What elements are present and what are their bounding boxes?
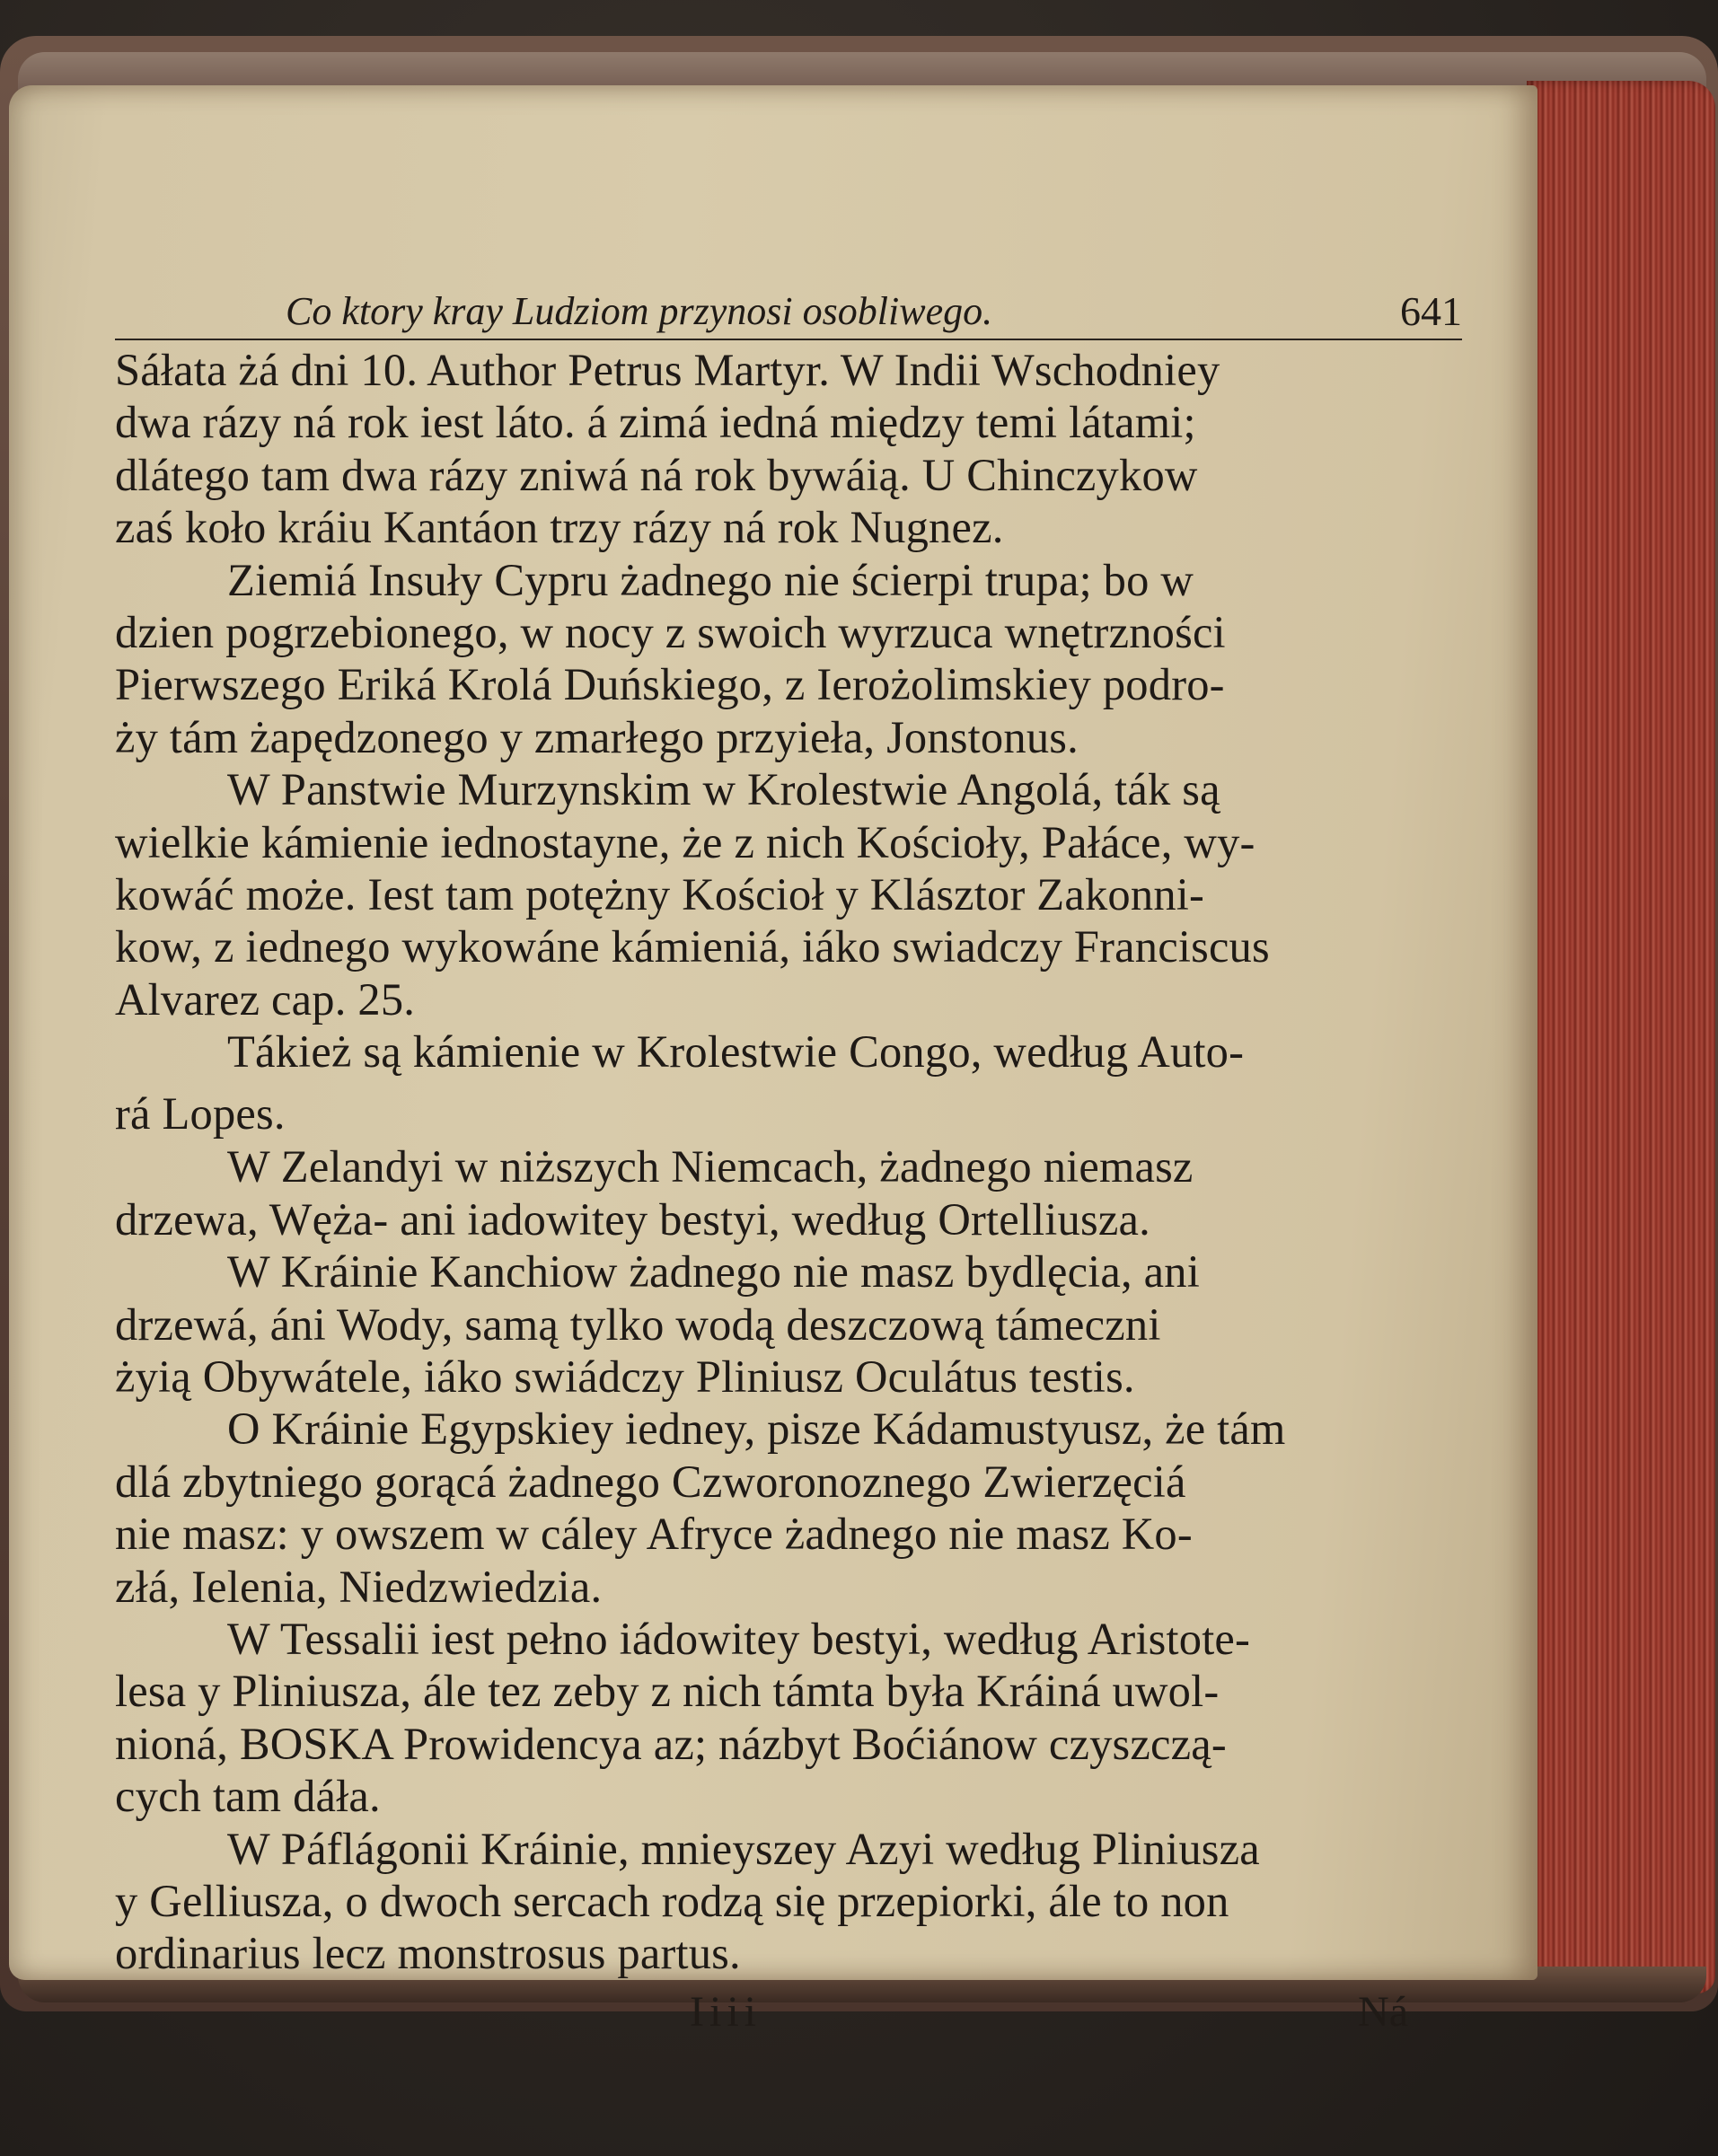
catchword: Ná <box>1358 1987 1408 2036</box>
text-line: drzewá, áni Wody, samą tylko wodą deszczową támeczni <box>115 1298 1161 1350</box>
running-title: Co ktory kray Ludziom przynosi osobliwego. <box>286 289 993 333</box>
text-line: O Kráinie Egypskiey iedney, pisze Kádamustyusz, że tám <box>227 1404 1286 1455</box>
text-line: wielkie kámienie iednostayne, że z nich Kościoły, Pałáce, wy- <box>115 816 1255 867</box>
text-line: dwa rázy ná rok iest láto. á zimá iedná między temi látami; <box>115 397 1196 448</box>
text-line: kow, z iednego wykowáne kámieniá, iáko swiadczy Franciscus <box>115 921 1270 972</box>
text-line: żyią Obywátele, iáko swiádczy Pliniusz Oculátus testis. <box>115 1351 1135 1403</box>
page-footer <box>115 1985 1462 2039</box>
text-line: dlátego tam dwa rázy zniwá ná rok bywáią. U Chinczykow <box>115 449 1198 500</box>
text-line: W Zelandyi w niższych Niemcach, żadnego niemasz <box>227 1141 1194 1192</box>
text-line: kowáć może. Iest tam potężny Kościoł y Klásztor Zakonni- <box>115 868 1205 920</box>
text-line: lesa y Pliniusza, ále tez zeby z nich támta była Kráiná uwol- <box>115 1666 1220 1717</box>
text-line: ży tám żapędzonego y zmarłego przyieła, Jonstonus. <box>115 711 1079 762</box>
body-text <box>115 344 1462 1980</box>
page-number: 641 <box>1400 288 1462 334</box>
book-page <box>9 85 1537 2036</box>
text-line: Sáłata żá dni 10. Author Petrus Martyr. W Indii Wschodniey <box>115 345 1220 395</box>
page-header <box>115 283 1462 337</box>
text-line: y Gelliusza, o dwoch sercach rodzą się przepiorki, ále to non <box>115 1875 1229 1926</box>
text-line: Pierwszego Eriká Krolá Duńskiego, z Ierożolimskiey podro- <box>115 659 1225 710</box>
text-line: W Tessalii iest pełno iádowitey bestyi, według Aristote- <box>227 1613 1251 1664</box>
text-line: Ziemiá Insuły Cypru żadnego nie ścierpi trupa; bo w <box>227 554 1194 605</box>
text-line: rá Lopes. <box>115 1088 286 1140</box>
text-line: Alvarez cap. 25. <box>115 973 416 1025</box>
text-line: W Páflágonii Kráinie, mnieyszey Azyi według Pliniusza <box>227 1823 1260 1874</box>
page-text-block <box>115 283 1462 2039</box>
text-line: ordinarius lecz monstrosus partus. <box>115 1928 741 1979</box>
text-line: W Kráinie Kanchiow żadnego nie masz bydlęcia, ani <box>227 1246 1200 1298</box>
text-line: dlá zbytniego gorącá żadnego Czworonoznego Zwierzęciá <box>115 1456 1186 1507</box>
page-fore-edge <box>1527 81 1715 1993</box>
signature-mark: Iiii <box>690 1987 762 2036</box>
text-line: nioná, BOSKA Prowidencya az; názbyt Boćiánow czyszczą- <box>115 1718 1227 1769</box>
text-line: nie masz: y owszem w cáley Afryce żadnego nie masz Ko- <box>115 1509 1193 1560</box>
header-rule <box>115 339 1462 340</box>
text-line: złá, Ielenia, Niedzwiedzia. <box>115 1561 603 1612</box>
text-line: cych tam dáła. <box>115 1771 381 1822</box>
text-line: zaś koło kráiu Kantáon trzy rázy ná rok Nugnez. <box>115 502 1004 553</box>
text-line: drzewa, Węża- ani iadowitey bestyi, według Ortelliusza. <box>115 1193 1150 1245</box>
text-line: dzien pogrzebionego, w nocy z swoich wyrzuca wnętrzności <box>115 606 1226 657</box>
text-line: Tákież są kámienie w Krolestwie Congo, według Auto- <box>227 1026 1245 1078</box>
text-line: W Panstwie Murzynskim w Krolestwie Angolá, ták są <box>227 764 1220 815</box>
